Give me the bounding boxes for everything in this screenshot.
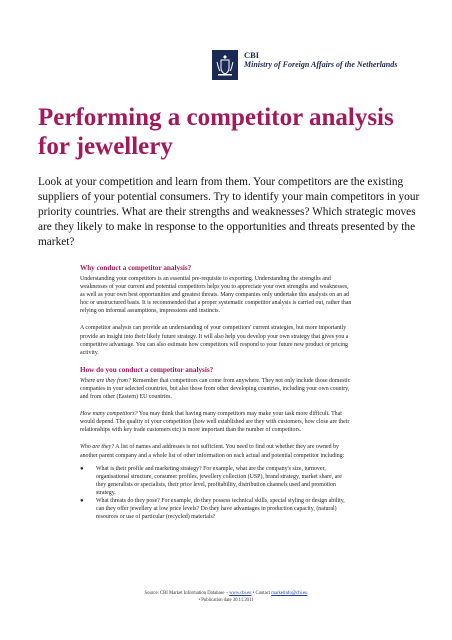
org-name: [244, 50, 397, 70]
where-paragraph: [80, 377, 352, 401]
how-many-answer: You may think that having many competitors may make your task more difficult. That would depend. The quality of your competition (how well established are they with customers, how close are their relationships with key trade customers etc) is more important than the number of competitors.: [80, 411, 350, 434]
who-paragraph: [80, 443, 352, 459]
bullet-icon: ●: [80, 465, 84, 472]
where-answer: Remember that competitors can come from anywhere. They not only include those domestic companies in your selected countries, but also those from other developing countries, including your own country, and from other (Eastern) EU countries.: [80, 377, 351, 401]
intro-paragraph: Look at your competition and learn from them. Your competitors are the existing suppliers of your potential consumers. Try to identify your main competitors in your priority countries. What are their strengths and weaknesses? Which strategic moves are they likely to make in response to the opportunities and threats presented by the market?: [38, 176, 420, 248]
how-many-paragraph: [80, 410, 352, 434]
competitor-info-list: [80, 465, 352, 522]
contact-email-link[interactable]: marketinfo@cbi.eu: [271, 591, 308, 596]
how-many-question: How many competitors?: [80, 411, 138, 418]
document-title: Performing a competitor analysis for jewellery: [38, 104, 394, 160]
section-heading-how: How do you conduct a competitor analysis?: [80, 365, 214, 374]
list-item: ● What is their profile and marketing strategy? For example, what are the company's size, turnover, organisational structure, consumer profiles, jewellery collection (USP), brand strategy, market share, are they generalists or specialists, their price level, profitability, distribution channels used and promotion strategy.: [80, 465, 342, 496]
section-heading-why: Why conduct a competitor analysis?: [80, 264, 192, 272]
who-question: Who are they?: [80, 444, 115, 451]
royal-coat-of-arms-icon: [212, 50, 238, 80]
where-question: Where are they from?: [80, 377, 131, 384]
why-paragraph-2: A competitor analysis can provide an understanding of your competitors' current strategies, but more importantly provide an insight into their likely future strategy. It will also help you develop your own strategy that gives you a competitive advantage. You can also estimate how competitors will respond to your future new product or pricing activity.: [80, 325, 349, 356]
list-item: ● What threats do they pose? For example, do they possess technical skills, special styling or design ability, can they offer jewellery at low price levels? Do they have advantages in production capacity, (natural) resources or use of particular (recycled) materials?: [80, 497, 345, 521]
cbi-logo: [212, 50, 397, 80]
document-body: [80, 264, 352, 521]
org-short: CBI: [244, 50, 260, 60]
footer-source-line: Source: CBI Market Information Database – www.cbi.eu • Contact marketinfo@cbi.eu: [144, 591, 308, 596]
page-footer: [0, 590, 452, 604]
org-full: Ministry of Foreign Affairs of the Netherlands: [244, 60, 398, 69]
publication-date: • Publication date 30.11.2011: [198, 598, 254, 603]
why-paragraph-1: Understanding your competitors is an essential pre-requisite to exporting. Understanding the strengths and weaknesses of your current and potential competitors helps you to appreciate your own strengths and weaknesses, as well as your own best opportunities and greatest threats. Many companies only undertake this analysis on an ad hoc or unstructured basis. It is recommended that a proper systematic competitor analysis is carried out, rather than relying on informal assumptions, impressions and instincts.: [80, 276, 352, 315]
who-answer: A list of names and addresses is not sufficient. You need to find out whether they are owned by another parent company and a whole list of other information on each actual and potential competitor including:: [80, 444, 345, 459]
bullet-icon: ●: [80, 497, 84, 504]
cbi-website-link[interactable]: www.cbi.eu: [229, 591, 252, 596]
